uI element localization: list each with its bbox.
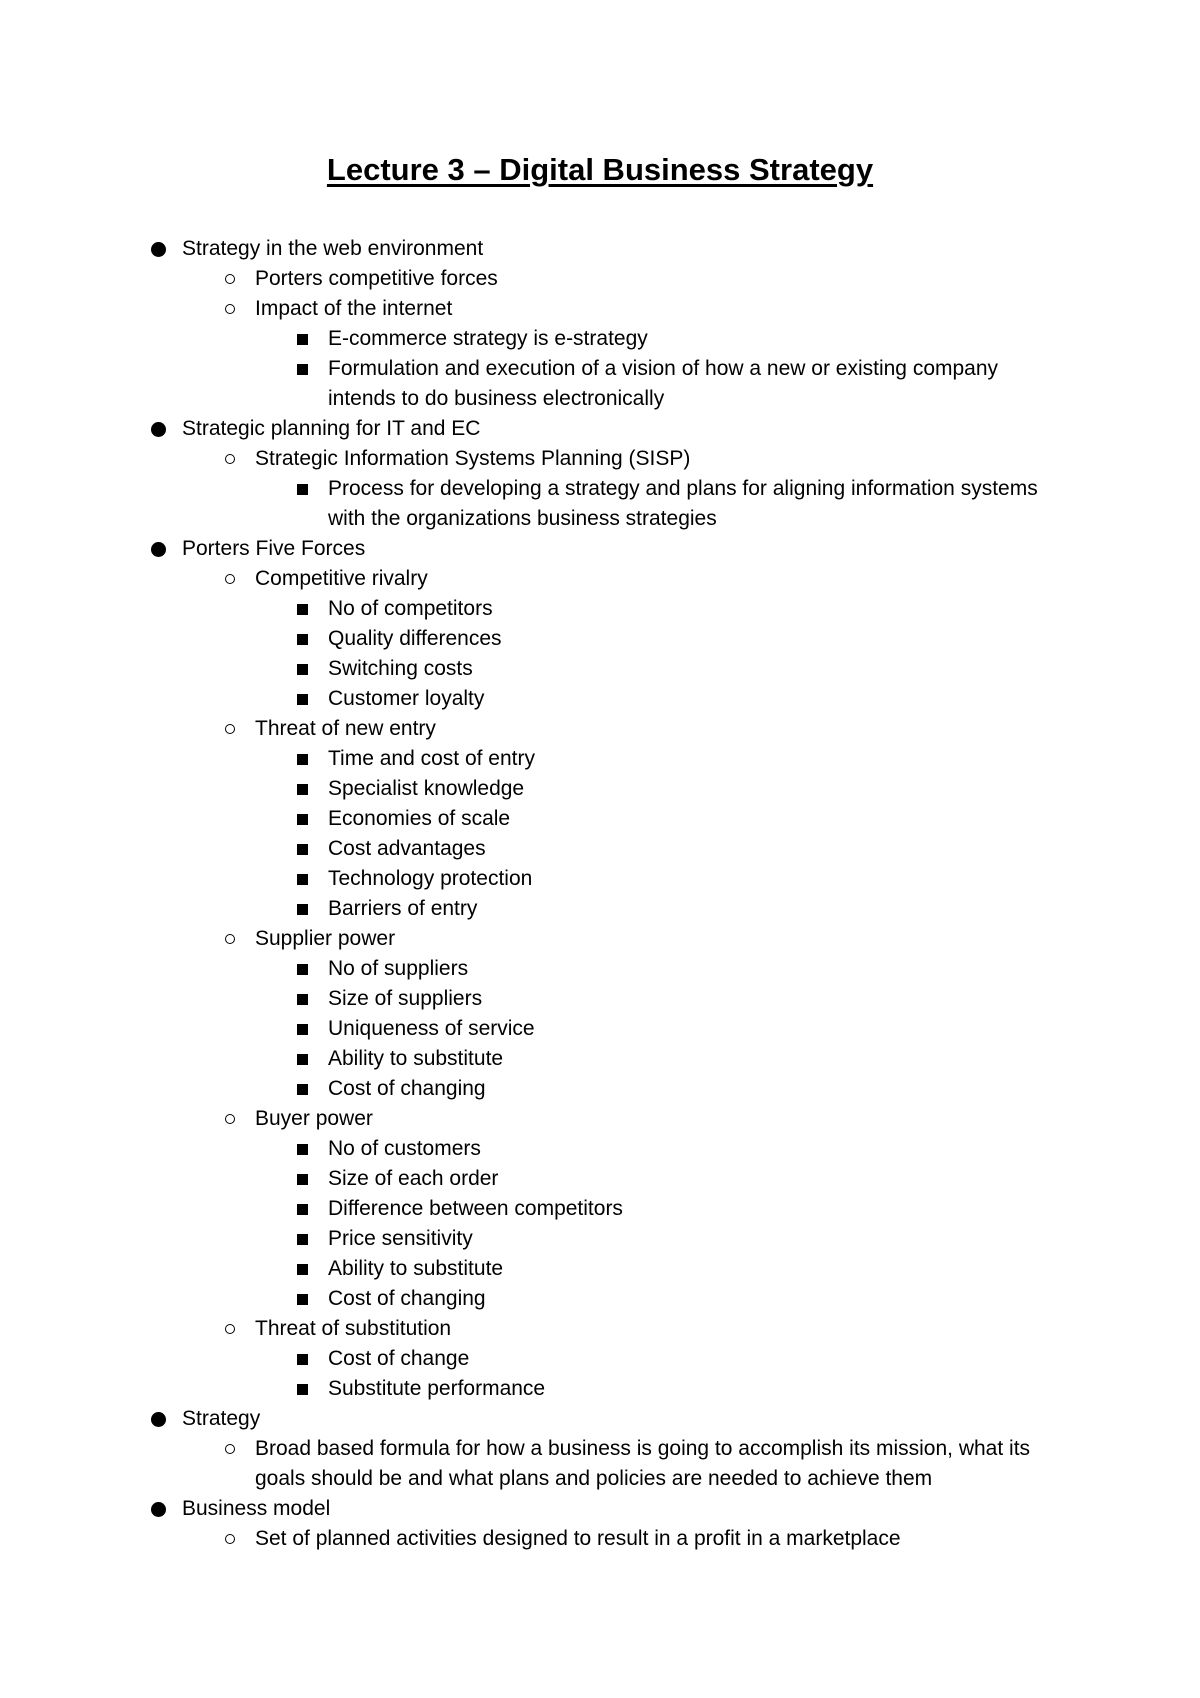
outline-item-text: Specialist knowledge [328, 777, 525, 800]
hollow-circle-bullet-icon [218, 564, 242, 594]
hollow-circle-bullet-icon [218, 264, 242, 294]
filled-square-bullet-icon [290, 894, 314, 924]
filled-square-bullet-icon [290, 324, 314, 354]
filled-square-bullet-icon [290, 624, 314, 654]
outline-item-level-3 [0, 984, 1058, 1014]
outline-item-text: Strategic Information Systems Planning (SISP) [255, 447, 691, 470]
outline-item-text: Size of each order [328, 1167, 499, 1190]
outline-item-text: Threat of new entry [255, 717, 436, 740]
outline-item-text: Quality differences [328, 627, 502, 650]
filled-square-bullet-icon [290, 474, 314, 504]
hollow-circle-bullet-icon [218, 1104, 242, 1134]
filled-square-bullet-icon [290, 834, 314, 864]
filled-square-bullet-icon [290, 1374, 314, 1404]
outline-item-text: Economies of scale [328, 807, 511, 830]
hollow-circle-bullet-icon [218, 1524, 242, 1554]
outline-item-level-3 [0, 1254, 1058, 1284]
outline-item-text: Customer loyalty [328, 687, 485, 710]
outline-item-text: Size of suppliers [328, 987, 483, 1010]
filled-square-bullet-icon [290, 1344, 314, 1374]
outline-item-text: No of suppliers [328, 957, 469, 980]
outline-item-level-3 [0, 834, 1058, 864]
filled-square-bullet-icon [290, 1134, 314, 1164]
filled-square-bullet-icon [290, 1014, 314, 1044]
outline-item-text: Technology protection [328, 867, 533, 890]
outline-item-text: Ability to substitute [328, 1257, 504, 1280]
outline-item-level-3 [0, 1194, 1058, 1224]
outline-item-level-2 [0, 294, 1055, 324]
outline-item-text: Cost of change [328, 1347, 470, 1370]
filled-square-bullet-icon [290, 804, 314, 834]
outline-item-level-1 [0, 1494, 1052, 1524]
outline-item-text: Supplier power [255, 927, 396, 950]
outline-item-level-3 [0, 354, 1058, 414]
outline-item-level-2 [0, 1314, 1055, 1344]
outline-item-text: Difference between competitors [328, 1197, 623, 1220]
outline-item-text: Porters competitive forces [255, 267, 498, 290]
bullet-outline [0, 234, 1200, 1554]
outline-item-text: Cost advantages [328, 837, 486, 860]
outline-item-text: Porters Five Forces [182, 537, 366, 560]
outline-item-text: E-commerce strategy is e-strategy [328, 327, 648, 350]
outline-item-level-3 [0, 954, 1058, 984]
outline-item-level-1 [0, 234, 1052, 264]
outline-item-level-3 [0, 774, 1058, 804]
outline-item-level-2 [0, 444, 1055, 474]
filled-square-bullet-icon [290, 684, 314, 714]
outline-item-level-2 [0, 264, 1055, 294]
filled-square-bullet-icon [290, 774, 314, 804]
hollow-circle-bullet-icon [218, 444, 242, 474]
outline-item-level-3 [0, 744, 1058, 774]
outline-item-text: Formulation and execution of a vision of how a new or existing company intends to do business electronically [328, 357, 999, 410]
outline-item-text: Switching costs [328, 657, 473, 680]
outline-item-text: Time and cost of entry [328, 747, 535, 770]
filled-square-bullet-icon [290, 594, 314, 624]
outline-item-text: Set of planned activities designed to result in a profit in a marketplace [255, 1527, 901, 1550]
outline-item-level-3 [0, 684, 1058, 714]
outline-item-level-3 [0, 624, 1058, 654]
filled-circle-bullet-icon [146, 1404, 170, 1434]
outline-item-level-3 [0, 894, 1058, 924]
filled-circle-bullet-icon [146, 1494, 170, 1524]
hollow-circle-bullet-icon [218, 924, 242, 954]
outline-item-level-3 [0, 654, 1058, 684]
outline-item-level-2 [0, 714, 1055, 744]
outline-item-level-3 [0, 594, 1058, 624]
outline-item-text: Strategic planning for IT and EC [182, 417, 481, 440]
hollow-circle-bullet-icon [218, 1314, 242, 1344]
filled-square-bullet-icon [290, 1164, 314, 1194]
filled-circle-bullet-icon [146, 234, 170, 264]
outline-item-text: No of competitors [328, 597, 493, 620]
filled-square-bullet-icon [290, 1074, 314, 1104]
outline-item-text: No of customers [328, 1137, 481, 1160]
hollow-circle-bullet-icon [218, 714, 242, 744]
outline-item-level-1 [0, 414, 1052, 444]
outline-item-level-3 [0, 804, 1058, 834]
outline-item-text: Cost of changing [328, 1287, 486, 1310]
filled-square-bullet-icon [290, 1224, 314, 1254]
filled-square-bullet-icon [290, 1254, 314, 1284]
outline-item-text: Cost of changing [328, 1077, 486, 1100]
filled-square-bullet-icon [290, 744, 314, 774]
filled-square-bullet-icon [290, 654, 314, 684]
outline-item-level-2 [0, 1434, 1055, 1494]
outline-item-text: Process for developing a strategy and plans for aligning information systems with the organizations business strategies [328, 477, 1038, 530]
outline-item-level-3 [0, 1284, 1058, 1314]
outline-item-text: Broad based formula for how a business is going to accomplish its mission, what its goals should be and what plans and policies are needed to achieve them [255, 1437, 1031, 1490]
outline-item-level-3 [0, 864, 1058, 894]
hollow-circle-bullet-icon [218, 294, 242, 324]
outline-item-level-3 [0, 1164, 1058, 1194]
outline-item-text: Strategy in the web environment [182, 237, 484, 260]
outline-item-text: Impact of the internet [255, 297, 453, 320]
outline-item-level-1 [0, 1404, 1052, 1434]
outline-item-level-3 [0, 1224, 1058, 1254]
outline-item-text: Threat of substitution [255, 1317, 452, 1340]
outline-item-text: Ability to substitute [328, 1047, 504, 1070]
filled-circle-bullet-icon [146, 534, 170, 564]
filled-square-bullet-icon [290, 1044, 314, 1074]
filled-square-bullet-icon [290, 1194, 314, 1224]
outline-item-text: Strategy [182, 1407, 261, 1430]
filled-square-bullet-icon [290, 954, 314, 984]
outline-item-level-3 [0, 324, 1058, 354]
filled-square-bullet-icon [290, 984, 314, 1014]
outline-item-level-2 [0, 1104, 1055, 1134]
filled-circle-bullet-icon [146, 414, 170, 444]
outline-item-text: Business model [182, 1497, 331, 1520]
outline-item-level-2 [0, 564, 1055, 594]
outline-item-level-2 [0, 924, 1055, 954]
outline-item-text: Competitive rivalry [255, 567, 428, 590]
outline-item-text: Barriers of entry [328, 897, 478, 920]
outline-item-level-2 [0, 1524, 1055, 1554]
outline-item-level-3 [0, 1344, 1058, 1374]
outline-item-level-3 [0, 1014, 1058, 1044]
outline-item-text: Uniqueness of service [328, 1017, 535, 1040]
outline-item-level-3 [0, 1044, 1058, 1074]
document-title: Lecture 3 – Digital Business Strategy [326, 152, 874, 187]
filled-square-bullet-icon [290, 1284, 314, 1314]
outline-item-text: Buyer power [255, 1107, 373, 1130]
outline-item-level-3 [0, 474, 1058, 534]
filled-square-bullet-icon [290, 354, 314, 384]
outline-item-level-3 [0, 1134, 1058, 1164]
outline-item-level-1 [0, 534, 1052, 564]
outline-item-text: Substitute performance [328, 1377, 546, 1400]
hollow-circle-bullet-icon [218, 1434, 242, 1464]
filled-square-bullet-icon [290, 864, 314, 894]
outline-item-level-3 [0, 1374, 1058, 1404]
outline-item-level-3 [0, 1074, 1058, 1104]
outline-item-text: Price sensitivity [328, 1227, 473, 1250]
